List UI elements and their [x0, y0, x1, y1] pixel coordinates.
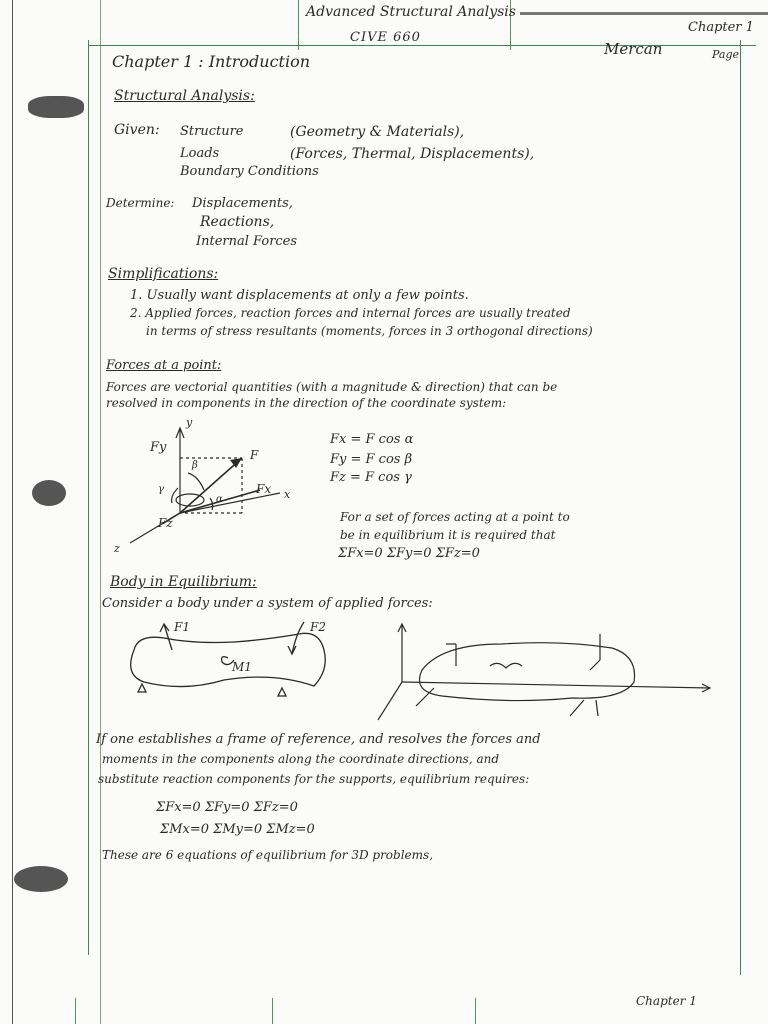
label-f2: F2: [310, 620, 326, 634]
footer-tick-3: [475, 998, 476, 1024]
simplification-2: 2. Applied forces, reaction forces and internal forces are usually treated: [130, 306, 571, 320]
label-fx: Fx: [256, 482, 272, 496]
point-equilibrium-equations: ΣFx=0 ΣFy=0 ΣFz=0: [338, 546, 480, 561]
binder-hole-1: [28, 96, 84, 118]
structural-analysis-heading: Structural Analysis:: [114, 88, 255, 104]
body-sketch-right: [372, 620, 712, 730]
left-margin-line: [100, 0, 101, 1024]
author-name: Mercan: [604, 40, 663, 58]
body-sketch-left: [124, 620, 334, 710]
label-f: F: [250, 448, 259, 462]
component-fy: Fy = F cos β: [330, 452, 413, 467]
forces-point-text-1: Forces are vectorial quantities (with a magnitude & direction) that can be: [106, 380, 558, 394]
determine-displacements: Displacements,: [192, 196, 293, 211]
paper-edge-line: [12, 0, 13, 1024]
component-fx: Fx = F cos α: [330, 432, 414, 447]
force-equilibrium-equations: ΣFx=0 ΣFy=0 ΣFz=0: [156, 800, 298, 815]
equilibrium-conclusion: These are 6 equations of equilibrium for 3D problems,: [102, 848, 434, 862]
header-divider-1: [298, 0, 299, 50]
label-gamma: γ: [158, 484, 164, 495]
label-x: x: [284, 488, 291, 501]
body-text-3: substitute reaction components for the supports, equilibrium requires:: [98, 772, 530, 786]
determine-reactions: Reactions,: [200, 214, 275, 230]
body-text-1: If one establishes a frame of reference, and resolves the forces and: [96, 732, 541, 747]
simplifications-heading: Simplifications:: [108, 266, 219, 282]
course-title: Advanced Structural Analysis: [306, 4, 516, 20]
right-border-line: [740, 40, 741, 975]
determine-label: Determine:: [106, 196, 175, 210]
label-fz: Fz: [158, 516, 173, 530]
simplification-1: 1. Usually want displacements at only a few points.: [130, 288, 469, 303]
given-item-boundary: Boundary Conditions: [180, 164, 319, 179]
component-fz: Fz = F cos γ: [330, 470, 412, 485]
body-text-2: moments in the components along the coordinate directions, and: [102, 752, 500, 766]
determine-internal-forces: Internal Forces: [196, 234, 298, 249]
label-f1: F1: [174, 620, 190, 634]
given-detail-structure: (Geometry & Materials),: [290, 124, 465, 140]
label-y: y: [186, 416, 193, 429]
chapter-title: Chapter 1 : Introduction: [112, 52, 311, 71]
moment-equilibrium-equations: ΣMx=0 ΣMy=0 ΣMz=0: [160, 822, 315, 837]
label-fy: Fy: [150, 440, 167, 455]
simplification-2-cont: in terms of stress resultants (moments, forces in 3 orthogonal directions): [146, 324, 593, 338]
binder-hole-3: [14, 866, 68, 892]
body-equilibrium-heading: Body in Equilibrium:: [110, 574, 257, 590]
forces-point-heading: Forces at a point:: [106, 358, 222, 373]
label-beta: β: [192, 460, 198, 471]
course-code: CIVE 660: [350, 30, 421, 45]
footer-tick-2: [272, 998, 273, 1024]
binder-hole-2: [32, 480, 66, 506]
forces-point-text-2: resolved in components in the direction of the coordinate system:: [106, 396, 507, 410]
force-vector-diagram: [110, 418, 310, 558]
left-border-line: [88, 40, 89, 955]
given-item-loads: Loads: [180, 146, 220, 161]
label-alpha: α: [216, 494, 223, 505]
page-label: Page: [712, 48, 740, 61]
given-label: Given:: [114, 122, 160, 138]
equilibrium-condition-1: For a set of forces acting at a point to: [340, 510, 570, 524]
given-item-structure: Structure: [180, 124, 244, 139]
body-equilibrium-intro: Consider a body under a system of applied forces:: [102, 596, 433, 611]
chapter-tab: Chapter 1: [688, 20, 754, 35]
footer-tick-1: [75, 998, 76, 1024]
label-m1: M1: [232, 660, 252, 674]
equilibrium-condition-2: be in equilibrium it is required that: [340, 528, 556, 542]
footer-chapter-tab: Chapter 1: [636, 994, 697, 1008]
label-z: z: [114, 542, 120, 555]
given-detail-loads: (Forces, Thermal, Displacements),: [290, 146, 535, 162]
header-top-bar: [520, 12, 768, 15]
